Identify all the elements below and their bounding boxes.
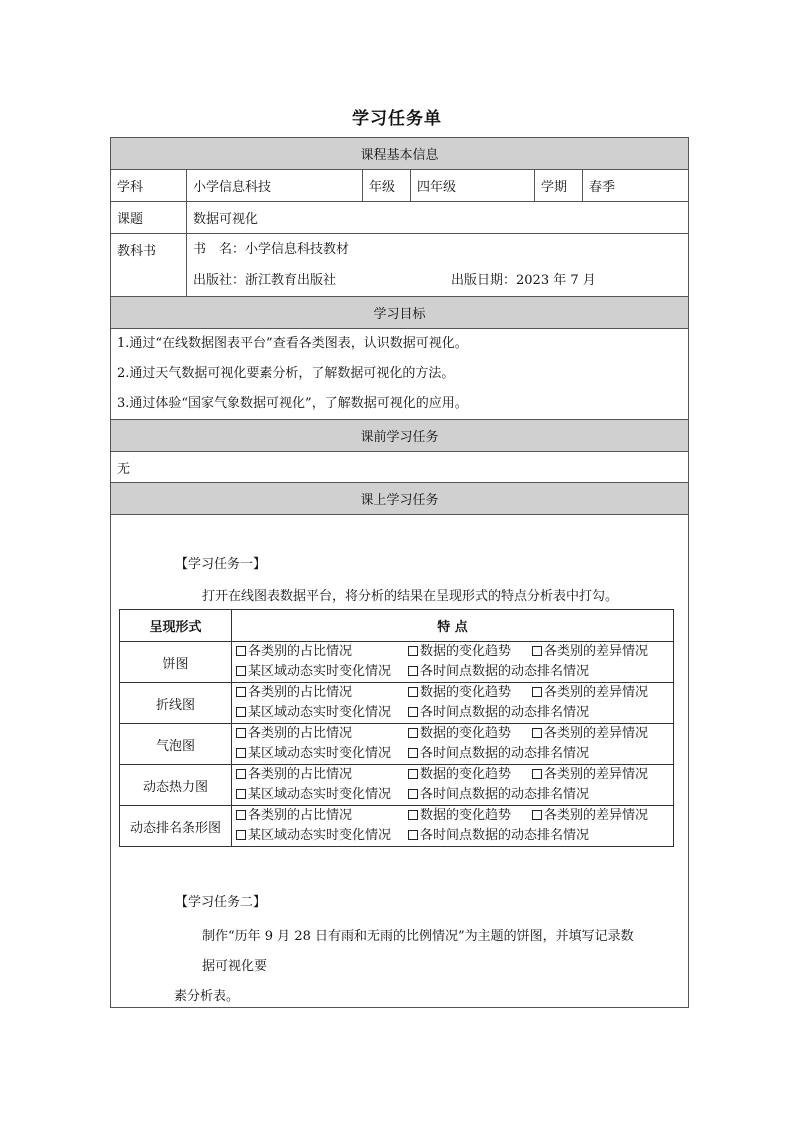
feature-checkbox-option[interactable]: [408, 744, 590, 764]
goal-item: 1.通过“在线数据图表平台”查看各类图表，认识数据可视化。: [117, 336, 468, 351]
checkbox-label: 各类别的差异情况: [544, 644, 649, 659]
feature-checkbox-option[interactable]: [532, 724, 648, 744]
feature-checkbox-option[interactable]: [236, 703, 408, 723]
grade-value: 四年级: [411, 170, 535, 202]
checkbox-label: 各时间点数据的动态排名情况: [420, 664, 590, 679]
feature-analysis-table: [119, 609, 674, 847]
feature-checkbox-option[interactable]: [532, 683, 648, 703]
feature-checkbox-option[interactable]: [408, 662, 590, 682]
feature-checkbox-option[interactable]: [236, 826, 408, 846]
feature-checkbox-option[interactable]: [408, 703, 590, 723]
checkbox-icon[interactable]: [408, 687, 418, 697]
feature-row: [120, 683, 674, 724]
task-sheet-table: [110, 137, 689, 1008]
publish-date: 出版日期：2023 年 7 月: [451, 273, 596, 288]
topic-value: 数据可视化: [187, 202, 689, 234]
form-name: 动态排名条形图: [120, 806, 232, 847]
topic-label: 课题: [111, 202, 187, 234]
checkbox-icon[interactable]: [408, 810, 418, 820]
checkbox-icon[interactable]: [532, 687, 542, 697]
feature-options: [232, 642, 674, 683]
term-value: 春季: [583, 170, 689, 202]
feature-checkbox-option[interactable]: [236, 765, 408, 785]
task2-description-line2: 据可视化要: [202, 959, 268, 974]
section-header-basic-info: 课程基本信息: [111, 138, 689, 170]
feature-checkbox-option[interactable]: [236, 662, 408, 682]
feature-checkbox-option[interactable]: [408, 683, 532, 703]
form-name: 气泡图: [120, 724, 232, 765]
feature-checkbox-option[interactable]: [236, 683, 408, 703]
feature-checkbox-option[interactable]: [236, 785, 408, 805]
checkbox-icon[interactable]: [408, 769, 418, 779]
feature-option-line: [236, 642, 669, 662]
section-header-in-class: 课上学习任务: [111, 483, 689, 515]
checkbox-label: 数据的变化趋势: [420, 726, 512, 741]
feature-row: [120, 806, 674, 847]
feature-checkbox-option[interactable]: [236, 724, 408, 744]
feature-checkbox-option[interactable]: [532, 765, 648, 785]
feature-checkbox-option[interactable]: [408, 826, 590, 846]
checkbox-label: 某区域动态实时变化情况: [248, 705, 392, 720]
checkbox-icon[interactable]: [532, 646, 542, 656]
feature-checkbox-option[interactable]: [236, 642, 408, 662]
form-name: 饼图: [120, 642, 232, 683]
task2-title: 【学习任务二】: [175, 895, 267, 910]
feature-checkbox-option[interactable]: [408, 806, 532, 826]
feature-options: [232, 683, 674, 724]
checkbox-label: 各时间点数据的动态排名情况: [420, 787, 590, 802]
checkbox-label: 各类别的占比情况: [248, 685, 353, 700]
publisher: 出版社：浙江教育出版社: [193, 273, 337, 288]
form-name: 动态热力图: [120, 765, 232, 806]
checkbox-label: 各类别的差异情况: [544, 767, 649, 782]
checkbox-label: 数据的变化趋势: [420, 685, 512, 700]
feature-option-line: [236, 683, 669, 703]
goals-list: [111, 329, 689, 420]
checkbox-icon[interactable]: [408, 666, 418, 676]
checkbox-label: 某区域动态实时变化情况: [248, 828, 392, 843]
task1-title: 【学习任务一】: [175, 557, 267, 572]
pre-class-content: 无: [111, 452, 689, 483]
checkbox-icon[interactable]: [236, 789, 246, 799]
feature-options: [232, 806, 674, 847]
goal-item: 3.通过体验“国家气象数据可视化”，了解数据可视化的应用。: [117, 396, 468, 411]
checkbox-label: 各时间点数据的动态排名情况: [420, 746, 590, 761]
feature-checkbox-option[interactable]: [532, 806, 648, 826]
checkbox-icon[interactable]: [532, 810, 542, 820]
checkbox-icon[interactable]: [532, 769, 542, 779]
feature-checkbox-option[interactable]: [236, 744, 408, 764]
checkbox-icon[interactable]: [236, 707, 246, 717]
feature-checkbox-option[interactable]: [408, 765, 532, 785]
grade-label: 年级: [363, 170, 411, 202]
checkbox-label: 各时间点数据的动态排名情况: [420, 705, 590, 720]
feature-option-line: [236, 703, 669, 723]
feature-option-line: [236, 744, 669, 764]
checkbox-icon[interactable]: [236, 687, 246, 697]
feature-checkbox-option[interactable]: [532, 642, 648, 662]
checkbox-icon[interactable]: [408, 707, 418, 717]
checkbox-icon[interactable]: [408, 728, 418, 738]
checkbox-icon[interactable]: [532, 728, 542, 738]
book-name: 书 名：小学信息科技教材: [193, 242, 350, 257]
checkbox-icon[interactable]: [408, 789, 418, 799]
in-class-content: [111, 515, 689, 1008]
checkbox-label: 某区域动态实时变化情况: [248, 664, 392, 679]
document-title: 学习任务单: [352, 109, 442, 129]
feature-options: [232, 765, 674, 806]
feature-option-line: [236, 785, 669, 805]
checkbox-label: 各类别的差异情况: [544, 808, 649, 823]
checkbox-icon[interactable]: [236, 646, 246, 656]
checkbox-icon[interactable]: [236, 769, 246, 779]
feature-checkbox-option[interactable]: [408, 724, 532, 744]
feature-checkbox-option[interactable]: [408, 785, 590, 805]
term-label: 学期: [535, 170, 583, 202]
checkbox-icon[interactable]: [408, 646, 418, 656]
checkbox-icon[interactable]: [236, 830, 246, 840]
task2-description-line1: 制作“历年 9 月 28 日有雨和无雨的比例情况”为主题的饼图，并填写记录数: [202, 929, 634, 944]
goal-item: 2.通过天气数据可视化要素分析，了解数据可视化的方法。: [117, 366, 455, 381]
feature-checkbox-option[interactable]: [408, 642, 532, 662]
feature-checkbox-option[interactable]: [236, 806, 408, 826]
feature-option-line: [236, 765, 669, 785]
feature-option-line: [236, 806, 669, 826]
checkbox-label: 某区域动态实时变化情况: [248, 787, 392, 802]
form-name: 折线图: [120, 683, 232, 724]
subject-value: 小学信息科技: [187, 170, 363, 202]
checkbox-label: 各类别的占比情况: [248, 726, 353, 741]
subject-label: 学科: [111, 170, 187, 202]
textbook-label: 教科书: [111, 234, 187, 297]
checkbox-icon[interactable]: [236, 810, 246, 820]
checkbox-icon[interactable]: [408, 830, 418, 840]
checkbox-label: 数据的变化趋势: [420, 644, 512, 659]
checkbox-label: 各时间点数据的动态排名情况: [420, 828, 590, 843]
checkbox-icon[interactable]: [236, 728, 246, 738]
checkbox-label: 各类别的差异情况: [544, 726, 649, 741]
column-header-form: 呈现形式: [120, 610, 232, 642]
task2-description-line3: 素分析表。: [174, 989, 240, 1004]
checkbox-label: 各类别的占比情况: [248, 808, 353, 823]
checkbox-icon[interactable]: [408, 748, 418, 758]
checkbox-label: 某区域动态实时变化情况: [248, 746, 392, 761]
checkbox-label: 各类别的占比情况: [248, 644, 353, 659]
feature-options: [232, 724, 674, 765]
section-header-pre-class: 课前学习任务: [111, 420, 689, 452]
feature-option-line: [236, 724, 669, 744]
feature-row: [120, 642, 674, 683]
section-header-goals: 学习目标: [111, 297, 689, 329]
checkbox-label: 各类别的差异情况: [544, 685, 649, 700]
checkbox-label: 数据的变化趋势: [420, 767, 512, 782]
feature-option-line: [236, 826, 669, 846]
column-header-features: 特 点: [232, 610, 674, 642]
publisher-row: [193, 265, 682, 296]
feature-option-line: [236, 662, 669, 682]
checkbox-icon[interactable]: [236, 748, 246, 758]
checkbox-icon[interactable]: [236, 666, 246, 676]
textbook-info: [187, 234, 689, 297]
feature-row: [120, 765, 674, 806]
task1-description: 打开在线图表数据平台，将分析的结果在呈现形式的特点分析表中打勾。: [202, 589, 619, 604]
feature-row: [120, 724, 674, 765]
checkbox-label: 数据的变化趋势: [420, 808, 512, 823]
checkbox-label: 各类别的占比情况: [248, 767, 353, 782]
